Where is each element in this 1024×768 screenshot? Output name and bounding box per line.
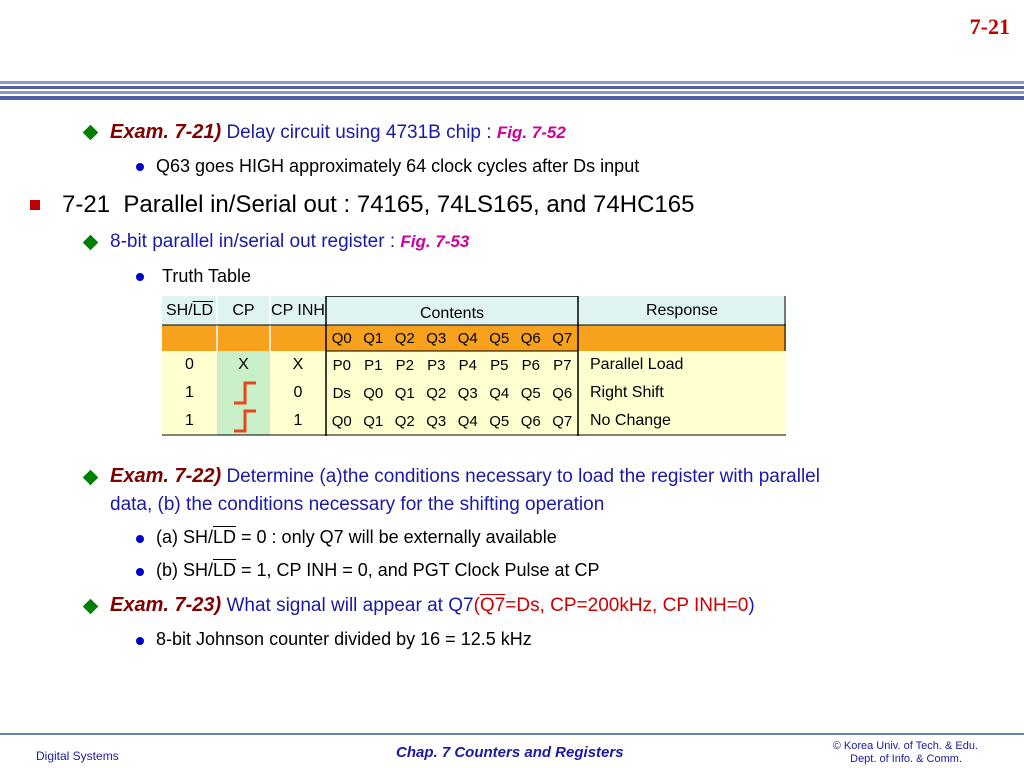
row-q-cell: Q1 (389, 379, 421, 407)
dot-bullet-icon (136, 568, 144, 576)
register-fig: Fig. 7-53 (400, 232, 470, 251)
row-shld: 1 (162, 407, 217, 435)
q-header-4: Q4 (452, 325, 484, 351)
exam-7-23-label: Exam. 7-23) (110, 594, 222, 616)
dot-bullet-icon (136, 535, 144, 543)
exam-7-21-bullet: Q63 goes HIGH approximately 64 clock cycles after Ds input (156, 156, 640, 176)
row-q-cell: Q2 (421, 379, 453, 407)
exam-7-21-label: Exam. 7-21) (110, 121, 222, 143)
q-header-2: Q2 (389, 325, 421, 351)
row-q-cell: Q4 (484, 379, 516, 407)
section-title: Parallel in/Serial out : 74165, 74LS165, and 74HC165 (123, 191, 695, 218)
table-grid (162, 296, 786, 436)
exam-7-22-bullet-b: (b) $SH/\overline{LD} = 1$, CP INH = 0, and PGT Clock Pulse at CP (156, 560, 600, 580)
footer-left: Digital Systems (36, 749, 119, 763)
exam-7-23-bullet: 8-bit Johnson counter divided by 16 = 12.5 kHz (156, 629, 532, 649)
row-response: Parallel Load (578, 351, 786, 379)
section-heading (62, 191, 694, 219)
header-shld: SH/ $\overline{LD}$ (162, 296, 217, 325)
row-q-cell: P2 (389, 351, 421, 379)
exam-7-22-line2: data, (b) the conditions necessary for the shifting operation (110, 494, 605, 515)
row-shld: 1 (162, 379, 217, 407)
diamond-bullet-icon (83, 470, 99, 486)
row-q-cell: P3 (421, 351, 453, 379)
row-q-cell: P4 (452, 351, 484, 379)
row-cpinh: X (270, 351, 326, 379)
row-q-cell: Q3 (452, 379, 484, 407)
diamond-bullet-icon (83, 125, 99, 141)
row-cpinh: 0 (270, 379, 326, 407)
row-q-cell: P7 (547, 351, 579, 379)
row-q-cell: P0 (326, 351, 358, 379)
header-response: Response (578, 296, 786, 325)
exam-7-23-line: Exam. 7-23) What signal will appear at Q7(Q7=Ds, CP=200kHz, CP INH=0) (110, 594, 755, 616)
footer-chapter: Chap. 7 Counters and Registers (396, 744, 624, 761)
row-q-cell: Q6 (547, 379, 579, 407)
footer-dept: Dept. of Info. & Comm. (850, 753, 962, 765)
row-q-cell: Q7 (547, 407, 579, 435)
row-q-cell: Q0 (326, 407, 358, 435)
dot-bullet-icon (136, 637, 144, 645)
header-cpinh: CP INH (270, 296, 326, 325)
exam-7-22-line1 (110, 465, 820, 488)
row-cp: X (217, 351, 270, 379)
exam-7-23-cond: =Ds, CP=200kHz, CP INH=0 (505, 595, 749, 616)
header-cp: CP (217, 296, 270, 325)
q-header-6: Q6 (515, 325, 547, 351)
register-line (110, 231, 469, 253)
row-q-cell: Q4 (452, 407, 484, 435)
row-q-cell: Q1 (358, 407, 390, 435)
exam-7-22-bullet-a: (a) $SH/\overline{LD} = 0$ : only Q7 will be externally available (156, 527, 557, 547)
square-bullet-icon (30, 200, 40, 210)
q7-bar: Q7 (479, 595, 506, 616)
row-q-cell: Q6 (515, 407, 547, 435)
diamond-bullet-icon (83, 599, 99, 615)
row-q-cell: P6 (515, 351, 547, 379)
exam-7-23-text: What signal will appear at Q7 (226, 595, 474, 616)
exam-7-21-fig: Fig. 7-52 (496, 123, 566, 142)
q-header-5: Q5 (484, 325, 516, 351)
register-text: 8-bit parallel in/serial out register : (110, 231, 401, 252)
slide-number: 7-21 (969, 14, 1010, 39)
diamond-bullet-icon (83, 235, 99, 251)
row-q-cell: Q3 (421, 407, 453, 435)
row-response: No Change (578, 407, 786, 435)
row-q-cell: Q0 (358, 379, 390, 407)
header-contents: Contents (326, 296, 578, 325)
row-q-cell: Q2 (389, 407, 421, 435)
truth-table-label: Truth Table (162, 266, 252, 286)
row-cpinh: 1 (270, 407, 326, 435)
exam-7-22-label: Exam. 7-22) (110, 465, 222, 487)
row-q-cell: Q5 (515, 379, 547, 407)
footer-copyright: © Korea Univ. of Tech. & Edu. (832, 740, 978, 752)
row-q-cell: Ds (326, 379, 358, 407)
exam-7-21-line (110, 121, 566, 144)
q-header-3: Q3 (421, 325, 453, 351)
exam-7-21-text: Delay circuit using 4731B chip : (226, 122, 497, 143)
q-header-7: Q7 (547, 325, 579, 351)
row-q-cell: P5 (484, 351, 516, 379)
dot-bullet-icon (136, 273, 144, 281)
q-header-1: Q1 (358, 325, 390, 351)
row-shld: 0 (162, 351, 217, 379)
q-header-0: Q0 (326, 325, 358, 351)
section-number: 7-21 (62, 191, 111, 218)
dot-bullet-icon (136, 163, 144, 171)
row-response: Right Shift (578, 379, 786, 407)
footer-rule (0, 733, 1024, 735)
row-q-cell: Q5 (484, 407, 516, 435)
exam-7-22-text1: Determine (a)the conditions necessary to load the register with parallel (226, 466, 820, 487)
truth-table (162, 296, 786, 436)
row-q-cell: P1 (358, 351, 390, 379)
